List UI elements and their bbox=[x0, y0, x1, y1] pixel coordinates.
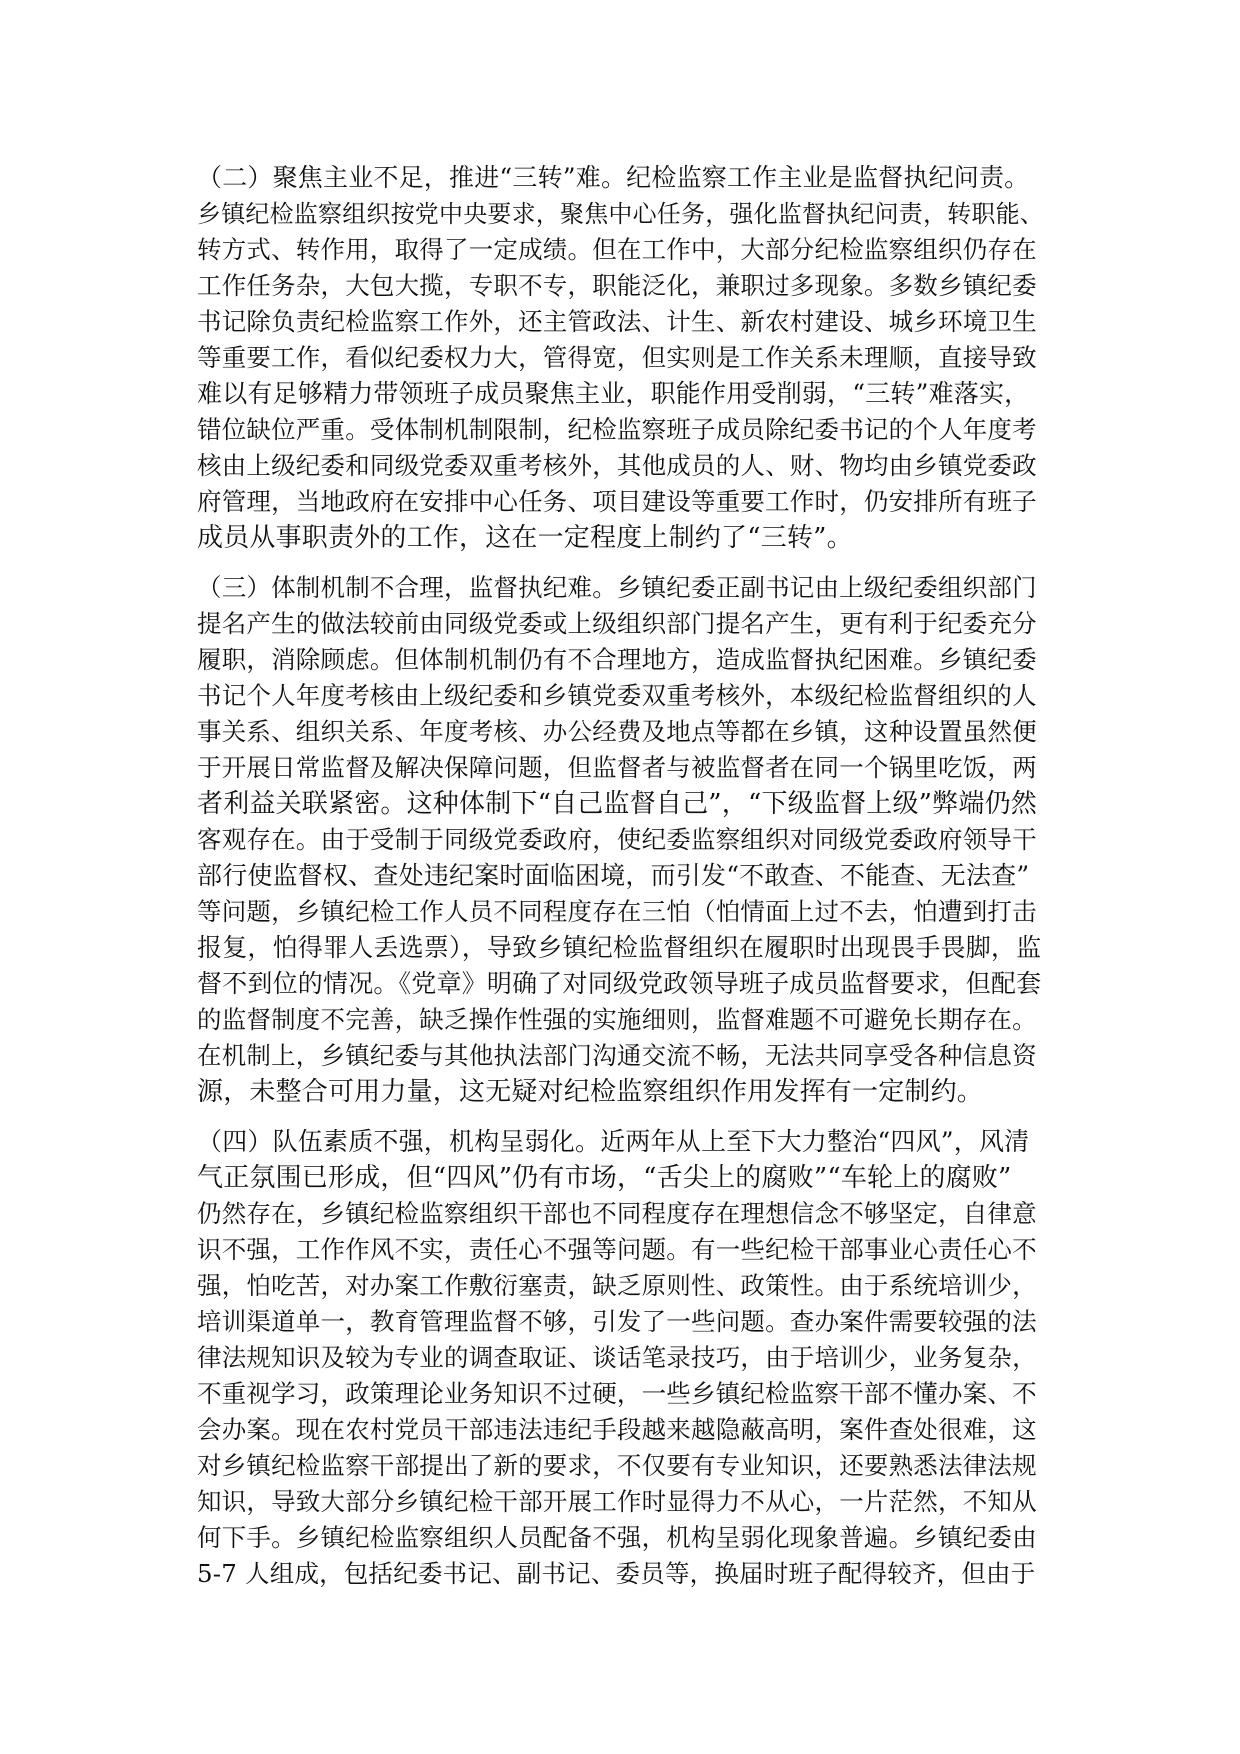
text-line: 对乡镇纪检监察干部提出了新的要求，不仅要有专业知识，还要熟悉法律法规 bbox=[197, 1451, 1037, 1480]
text-line: 督不到位的情况。《党章》明确了对同级党政领导班子成员监督要求，但配套 bbox=[197, 969, 1042, 998]
text-line: 等问题，乡镇纪检工作人员不同程度存在三怕（怕情面上过不去，怕遭到打击 bbox=[197, 897, 1037, 926]
text-line: 书记个人年度考核由上级纪委和乡镇党委双重考核外，本级纪检监督组织的人 bbox=[197, 681, 1037, 710]
paragraph bbox=[197, 1124, 1045, 1592]
text-line: 何下手。乡镇纪检监察组织人员配备不强，机构呈弱化现象普遍。乡镇纪委由 bbox=[197, 1523, 1037, 1552]
text-line: 于开展日常监督及解决保障问题，但监督者与被监督者在同一个锅里吃饭，两 bbox=[197, 753, 1037, 782]
text-line: （三）体制机制不合理，监督执纪难。乡镇纪委正副书记由上级纪委组织部门 bbox=[197, 573, 1037, 602]
text-line: 源，未整合可用力量，这无疑对纪检监察组织作用发挥有一定制约。 bbox=[197, 1077, 984, 1107]
text-line: 培训渠道单一，教育管理监督不够，引发了一些问题。查办案件需要较强的法 bbox=[197, 1307, 1037, 1336]
text-line: 书记除负责纪检监察工作外，还主管政法、计生、新农村建设、城乡环境卫生 bbox=[197, 307, 1037, 336]
text-line: 强，怕吃苦，对办案工作敷衍塞责，缺乏原则性、政策性。由于系统培训少， bbox=[197, 1271, 1037, 1300]
text-line: 府管理，当地政府在安排中心任务、项目建设等重要工作时，仍安排所有班子 bbox=[197, 487, 1037, 516]
text-line: 5-7 人组成，包括纪委书记、副书记、委员等，换届时班子配得较齐，但由于 bbox=[197, 1559, 1036, 1588]
text-line: 会办案。现在农村党员干部违法违纪手段越来越隐蔽高明，案件查处很难，这 bbox=[197, 1415, 1037, 1444]
text-line: 者利益关联紧密。这种体制下“自己监督自己”，“下级监督上级”弊端仍然 bbox=[197, 789, 1037, 819]
text-line: 客观存在。由于受制于同级党委政府，使纪委监察组织对同级党委政府领导干 bbox=[197, 825, 1037, 854]
text-line: 错位缺位严重。受体制机制限制，纪检监察班子成员除纪委书记的个人年度考 bbox=[197, 415, 1037, 444]
text-line: （四）队伍素质不强，机构呈弱化。近两年从上至下大力整治“四风”，风清 bbox=[197, 1127, 1030, 1156]
text-line: 仍然存在，乡镇纪检监察组织干部也不同程度存在理想信念不够坚定，自律意 bbox=[197, 1199, 1037, 1228]
text-line: 在机制上，乡镇纪委与其他执法部门沟通交流不畅，无法共同享受各种信息资 bbox=[197, 1041, 1037, 1070]
text-line: 不重视学习，政策理论业务知识不过硬，一些乡镇纪检监察干部不懂办案、不 bbox=[197, 1379, 1037, 1408]
text-line: 律法规知识及较为专业的调查取证、谈话笔录技巧，由于培训少，业务复杂， bbox=[197, 1343, 1037, 1372]
paragraph bbox=[197, 160, 1045, 556]
text-line: 报复，怕得罪人丢选票），导致乡镇纪检监督组织在履职时出现畏手畏脚，监 bbox=[197, 933, 1042, 962]
text-line: 知识，导致大部分乡镇纪检干部开展工作时显得力不从心，一片茫然，不知从 bbox=[197, 1487, 1037, 1516]
text-line: 提名产生的做法较前由同级党委或上级组织部门提名产生，更有利于纪委充分 bbox=[197, 609, 1037, 638]
text-line: 乡镇纪检监察组织按党中央要求，聚焦中心任务，强化监督执纪问责，转职能、 bbox=[197, 200, 1044, 228]
text-line: 识不强，工作作风不实，责任心不强等问题。有一些纪检干部事业心责任心不 bbox=[197, 1235, 1037, 1264]
text-line: 事关系、组织关系、年度考核、办公经费及地点等都在乡镇，这种设置虽然便 bbox=[197, 717, 1037, 746]
text-line: 核由上级纪委和同级党委双重考核外，其他成员的人、财、物均由乡镇党委政 bbox=[197, 451, 1037, 480]
text-line: （二）聚焦主业不足，推进“三转”难。纪检监察工作主业是监督执纪问责。 bbox=[197, 163, 1030, 192]
text-line: 难以有足够精力带领班子成员聚焦主业，职能作用受削弱，“三转”难落实， bbox=[197, 379, 1030, 408]
text-line: 的监督制度不完善，缺乏操作性强的实施细则，监督难题不可避免长期存在。 bbox=[197, 1005, 1037, 1034]
text-line: 等重要工作，看似纪委权力大，管得宽，但实则是工作关系未理顺，直接导致 bbox=[197, 343, 1037, 372]
text-line: 工作任务杂，大包大揽，专职不专，职能泛化，兼职过多现象。多数乡镇纪委 bbox=[197, 271, 1037, 300]
paragraph bbox=[197, 570, 1045, 1110]
text-line: 气正氛围已形成，但“四风”仍有市场，“舌尖上的腐败”“车轮上的腐败” bbox=[197, 1163, 1012, 1193]
text-line: 部行使监督权、查处违纪案时面临困境，而引发“不敢查、不能查、无法查” bbox=[197, 861, 1030, 890]
text-line: 成员从事职责外的工作，这在一定程度上制约了“三转”。 bbox=[197, 523, 853, 553]
document-body bbox=[197, 160, 1045, 1606]
text-line: 履职，消除顾虑。但体制机制仍有不合理地方，造成监督执纪困难。乡镇纪委 bbox=[197, 645, 1037, 674]
text-line: 转方式、转作用，取得了一定成绩。但在工作中，大部分纪检监察组织仍存在 bbox=[197, 235, 1037, 264]
